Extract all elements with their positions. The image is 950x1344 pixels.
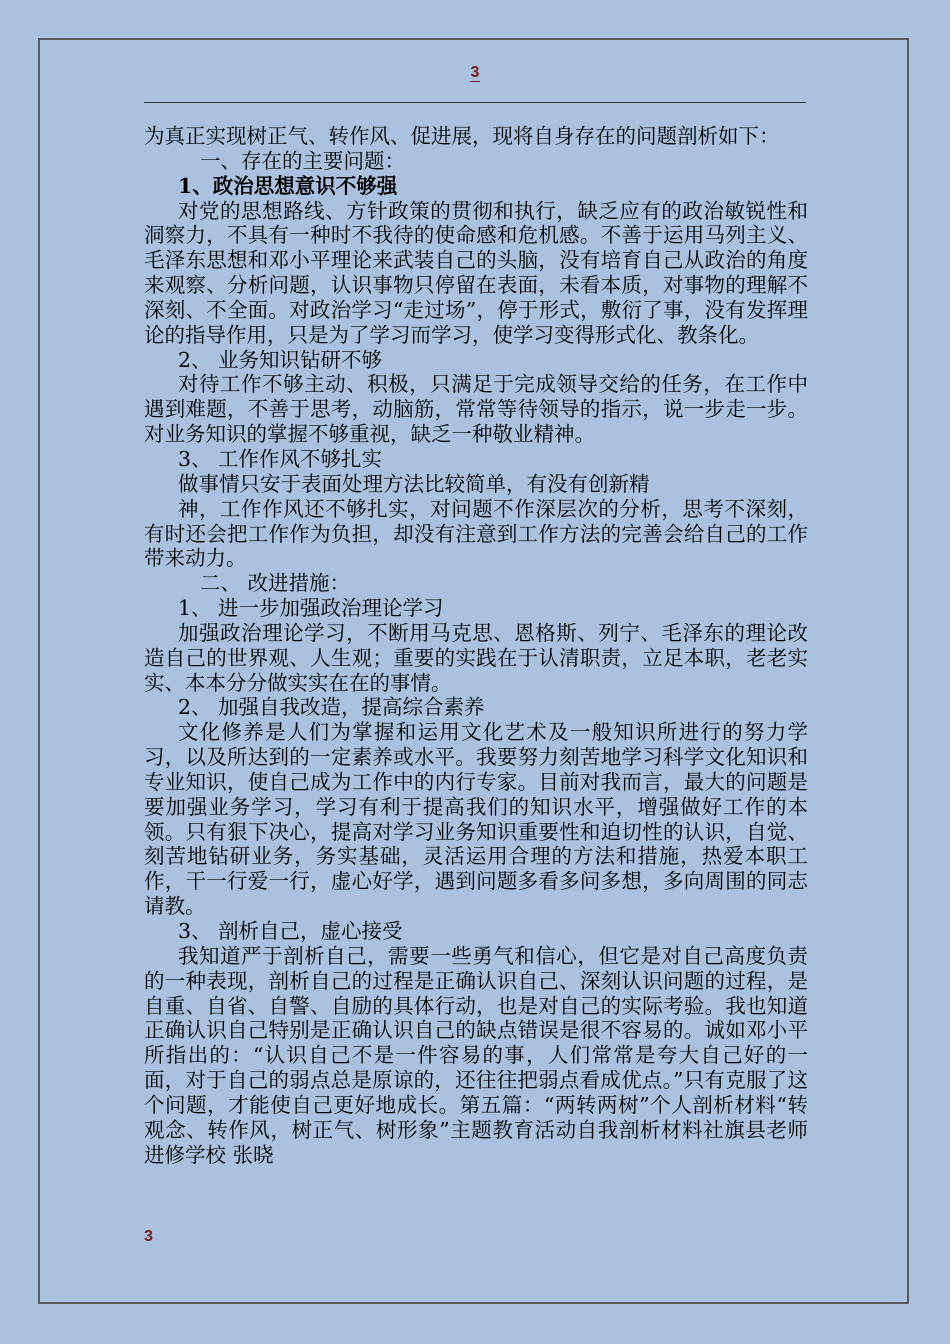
- subheading: 3、 剖析自己，虚心接受: [178, 919, 403, 943]
- subheading: 2、 业务知识钻研不够: [178, 347, 383, 372]
- body-paragraph: 加强政治理论学习，不断用马克思、恩格斯、列宁、毛泽东的理论改造自己的世界观、人生观；重要的实践在于认清职责，立足本职，老老实实、本本分分做实实在在的事情。: [144, 620, 808, 695]
- subheading: 2、 加强自我改造，提高综合素养: [178, 695, 485, 720]
- body-paragraph: 神，工作作风还不够扎实，对问题不作深层次的分析，思考不深刻，有时还会把工作作为负担，却没有注意到工作方法的完善会给自己的工作带来动力。: [144, 496, 808, 571]
- body-paragraph: 做事情只安于表面处理方法比较简单，有没有创新精: [178, 471, 650, 496]
- header-rule: [144, 102, 806, 103]
- body-paragraph: 对党的思想路线、方针政策的贯彻和执行，缺乏应有的政治敏锐性和洞察力，不具有一种时不我待的使命感和危机感。不善于运用马列主义、毛泽东思想和邓小平理论来武装自己的头脑，没有培育自己从政治的角度来观察、分析问题，认识事物只停留在表面，未看本质，对事物的理解不深刻、不全面。对政治学习“走过场”，停于形式，敷衍了事，没有发挥理论的指导作用，只是为了学习而学习，使学习变得形式化、教条化。: [144, 198, 808, 347]
- subheading: 1、政治思想意识不够强: [178, 173, 398, 198]
- body-paragraph: 对待工作不够主动、积极，只满足于完成领导交给的任务，在工作中遇到难题，不善于思考，动脑筋，常常等待领导的指示，说一步走一步。对业务知识的掌握不够重视，缺乏一种敬业精神。: [144, 372, 808, 447]
- subheading: 1、 进一步加强政治理论学习: [178, 596, 444, 621]
- header-page-number: 3: [470, 64, 480, 81]
- section-heading: 一、存在的主要问题：: [200, 148, 405, 173]
- footer-page-number: 3: [144, 1228, 153, 1245]
- section-heading: 二、 改进措施：: [200, 571, 351, 596]
- intro-paragraph: 为真正实现树正气、转作风、促进展，现将自身存在的问题剖析如下：: [144, 124, 780, 148]
- subheading: 3、 工作作风不够扎实: [178, 446, 383, 471]
- document-body: [144, 124, 808, 1167]
- body-paragraph: 我知道严于剖析自己，需要一些勇气和信心，但它是对自己高度负责的一种表现，剖析自己的过程是正确认识自己、深刻认识问题的过程，是自重、自省、自警、自励的具体行动，也是对自己的实际考验。我也知道正确认识自己特别是正确认识自己的缺点错误是很不容易的。诚如邓小平所指出的：“认识自己不是一件容易的事，人们常常是夸大自己好的一面，对于自己的弱点总是原谅的，还往往把弱点看成优点。”只有克服了这个问题，才能使自己更好地成长。第五篇：“两转两树”个人剖析材料“转观念、转作风，树正气、树形象”主题教育活动自我剖析材料社旗县老师进修学校 张晓: [144, 943, 808, 1167]
- body-paragraph: 文化修养是人们为掌握和运用文化艺术及一般知识所进行的努力学习，以及所达到的一定素养或水平。我要努力刻苦地学习科学文化知识和专业知识，使自己成为工作中的内行专家。目前对我而言，最大的问题是要加强业务学习，学习有利于提高我们的知识水平，增强做好工作的本领。只有狠下决心，提高对学习业务知识重要性和迫切性的认识，自觉、刻苦地钻研业务，务实基础，灵活运用合理的方法和措施，热爱本职工作，干一行爱一行，虚心好学，遇到问题多看多问多想，多向周围的同志请教。: [144, 720, 808, 919]
